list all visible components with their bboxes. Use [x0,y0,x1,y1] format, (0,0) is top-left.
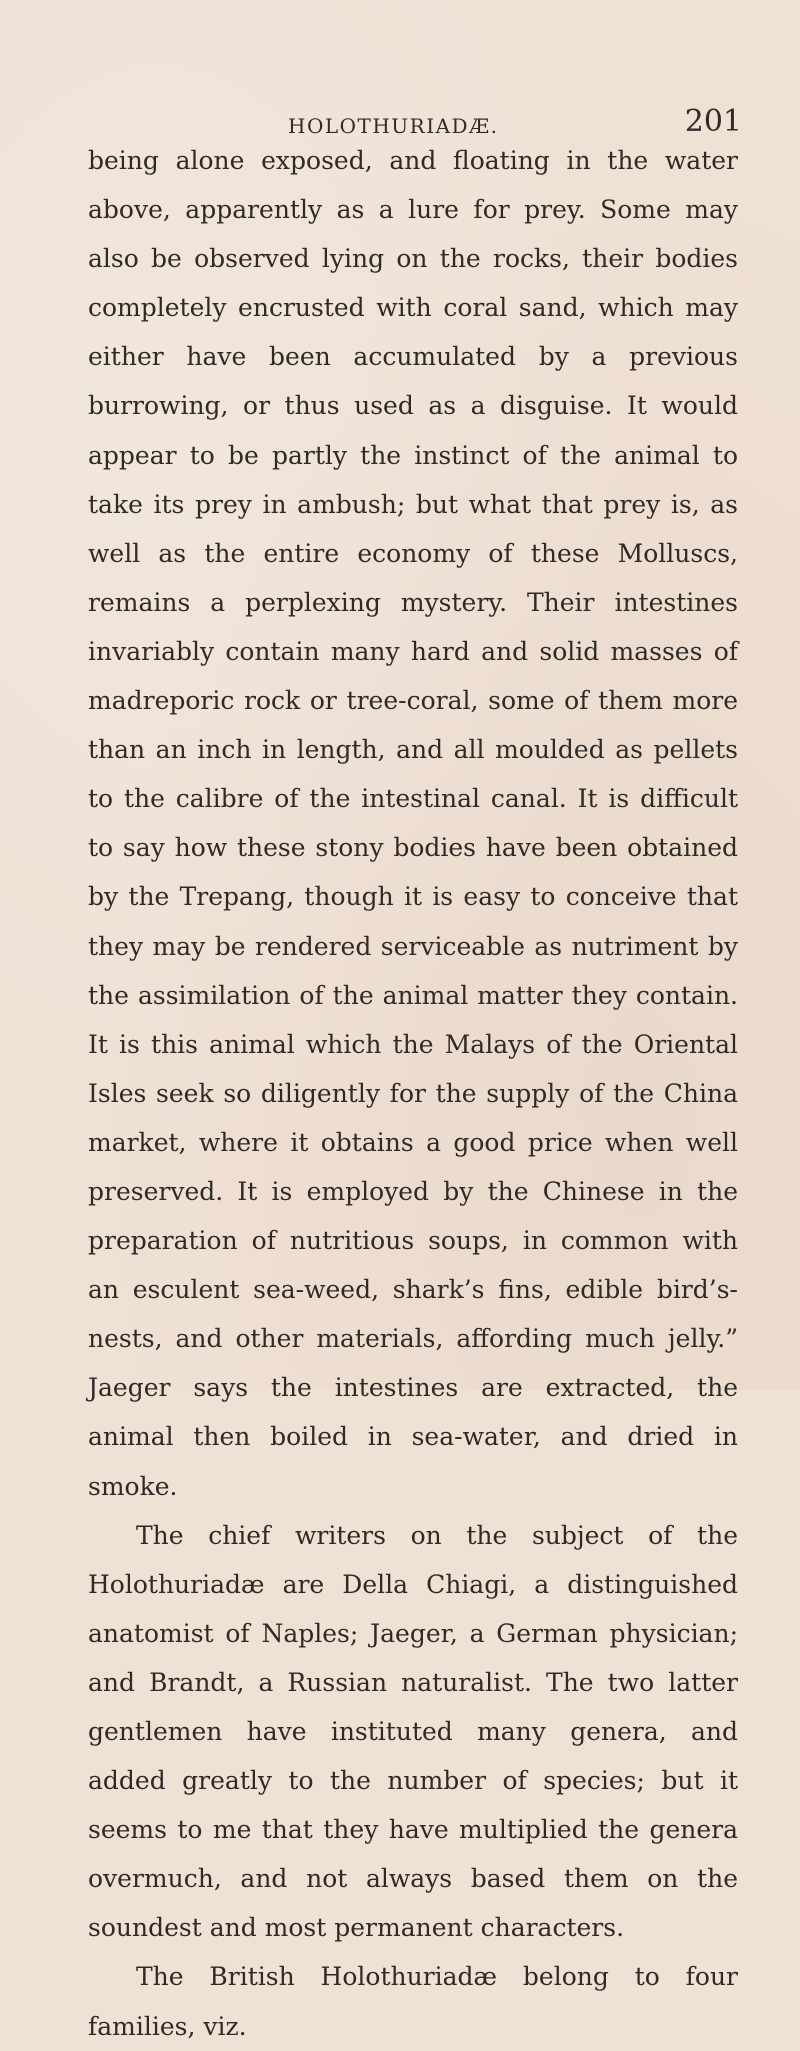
paragraph-writers: The chief writers on the subject of the Holothuriadæ are Della Chiagi, a distinguished anatomist of Naples; Jaeger, a German physician; and Brandt, a Russian naturalist. The two latter gentlemen have instituted many genera, and added greatly to the number of species; but it seems to me that they have multiplied the genera overmuch, and not always based them on the soundest and most permanent characters. [88,1520,738,1943]
page-number: 201 [684,104,742,139]
paragraph-continued: being alone exposed, and floating in the water above, apparently as a lure for prey. Some may also be observed lying on the rocks, their bodies completely encrusted with coral sand, which may either have been accumulated by a previous burrowing, or thus used as a disguise. It would appear to be partly the instinct of the animal to take its prey in ambush; but what that prey is, as well as the entire economy of these Molluscs, remains a perplexing mystery. Their intestines invariably contain many hard and solid masses of madreporic rock or tree-coral, some of them more than an inch in length, and all moulded as pellets to the calibre of the intestinal canal. It is difficult to say how these stony bodies have been obtained by the Trepang, though it is easy to conceive that they may be rendered serviceable as nutriment by the assimilation of the animal matter they contain. It is this animal which the Malays of the Oriental Isles seek so diligently for the supply of the China market, where it obtains a good price when well preserved. It is employed by the Chinese in the preparation of nutritious soups, in common with an esculent sea-weed, shark’s fins, edible bird’s-nests, and other materials, affording much jelly.” Jaeger says the intestines are extracted, the animal then boiled in sea-water, and dried in smoke. [88,146,738,1501]
body-text [88,136,738,2051]
running-title: HOLOTHURIADÆ. [288,114,499,138]
paragraph-families: The British Holothuriadæ belong to four families, viz. [88,1962,738,2041]
